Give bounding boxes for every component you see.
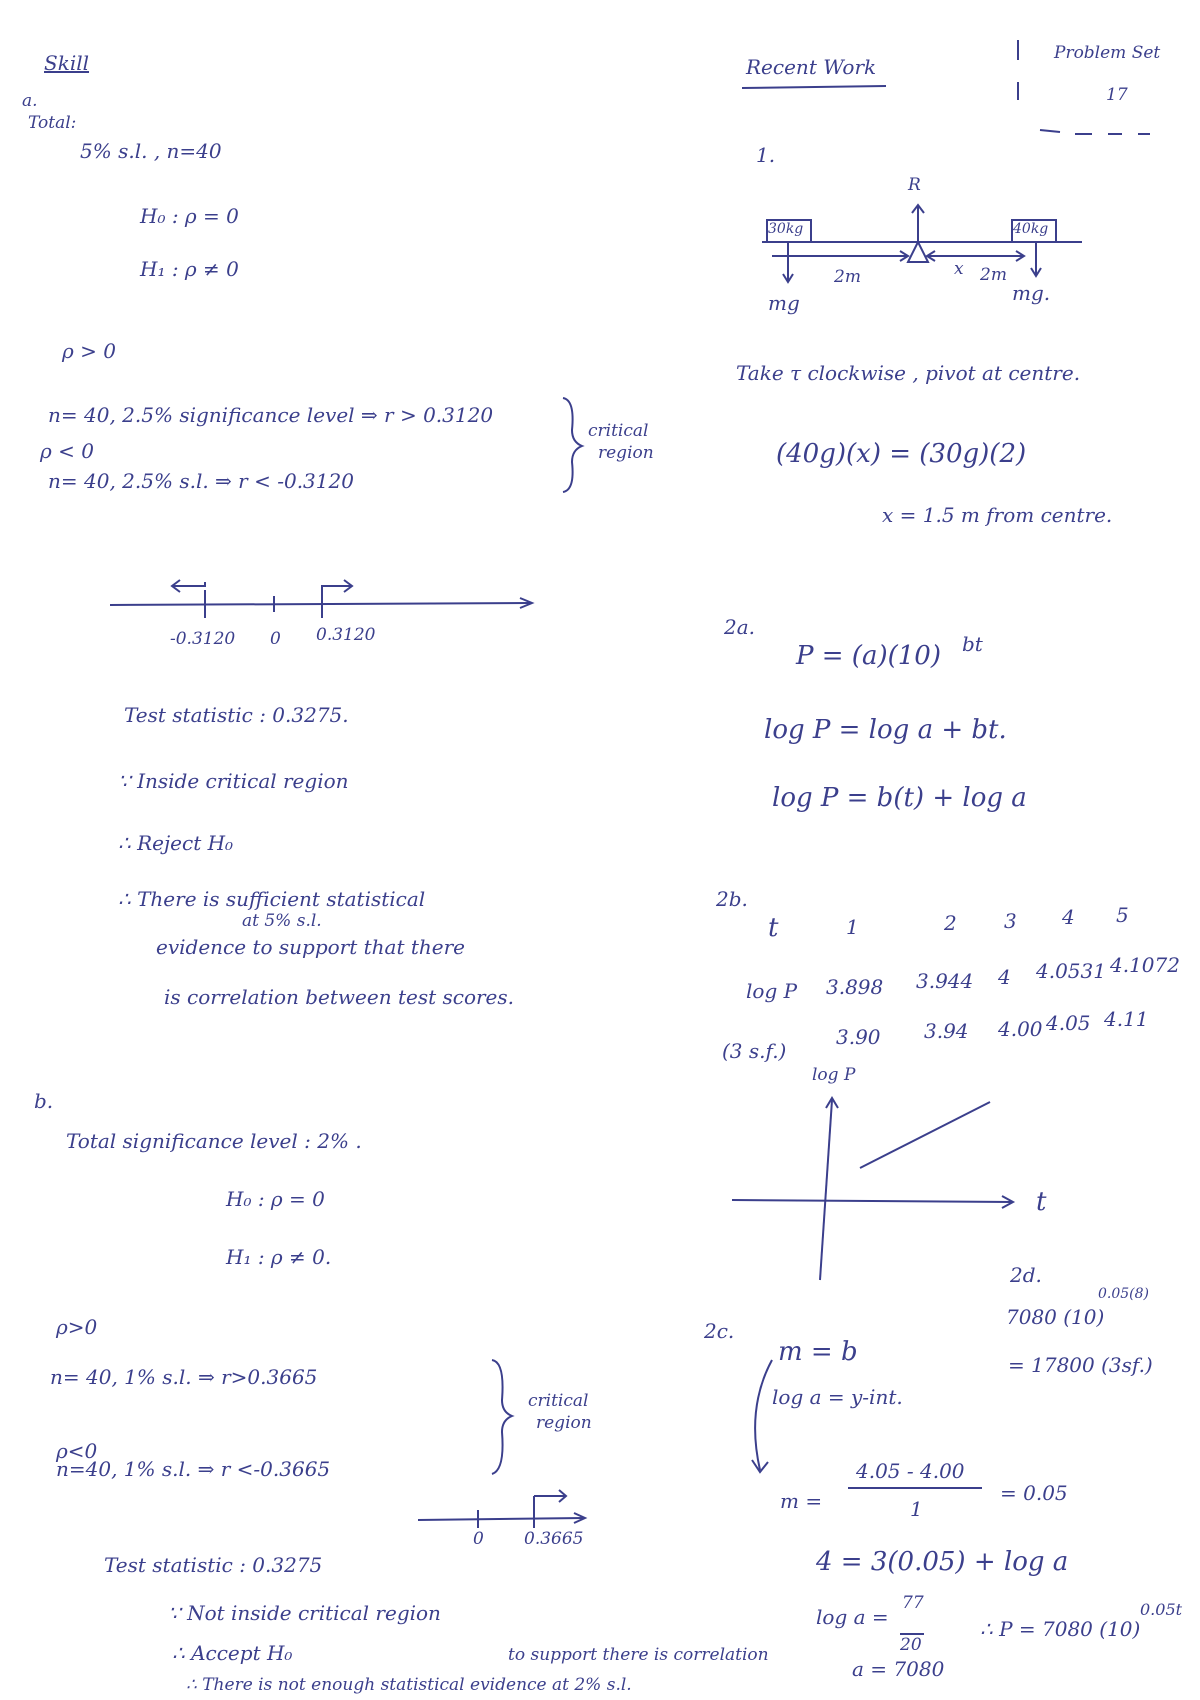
q1-mg-right: mg. bbox=[1012, 281, 1051, 305]
logp-t-graph bbox=[732, 1098, 1013, 1280]
q2c-a-value: a = 7080 bbox=[852, 1657, 945, 1681]
q2b-sf-value: 4.11 bbox=[1104, 1007, 1149, 1031]
q2b-sf-value: 4.05 bbox=[1046, 1011, 1091, 1035]
q2a-line-1: P = (a)(10) bbox=[796, 641, 941, 671]
part-b-final: ∴ There is not enough statistical evidence at 2% s.l. bbox=[186, 1675, 632, 1695]
part-a-n-negative: n= 40, 2.5% s.l. ⇒ r < -0.3120 bbox=[48, 469, 354, 493]
number-line-a-zero: 0 bbox=[270, 629, 281, 649]
q2c-eq4: 4 = 3(0.05) + log a bbox=[816, 1547, 1069, 1577]
part-a-conclusion-1: ∴ There is sufficient statistical bbox=[118, 887, 426, 911]
q2c-loga-numerator: 77 bbox=[902, 1593, 924, 1613]
graph-y-axis-label: log P bbox=[812, 1065, 856, 1085]
part-b-h1: H₁ : ρ ≠ 0. bbox=[226, 1245, 332, 1269]
part-b-because: ∵ Not inside critical region bbox=[168, 1601, 441, 1625]
part-a-params: 5% s.l. , n=40 bbox=[80, 139, 222, 163]
q2b-sf-value: 3.90 bbox=[836, 1025, 881, 1049]
part-b-support: to support there is correlation bbox=[508, 1645, 769, 1665]
part-b-label: b. bbox=[34, 1089, 54, 1113]
q2d-result: = 17800 (3sf.) bbox=[1008, 1353, 1153, 1377]
q2c-m-eq: m = b bbox=[778, 1337, 858, 1367]
q2b-t-header: t bbox=[768, 913, 779, 943]
part-a-therefore: ∴ Reject H₀ bbox=[118, 831, 234, 855]
part-b-n-positive: n= 40, 1% s.l. ⇒ r>0.3665 bbox=[50, 1365, 318, 1389]
q2d-exponent: 0.05(8) bbox=[1098, 1286, 1150, 1302]
part-a-conclusion-3: is correlation between test scores. bbox=[164, 985, 515, 1009]
q1-equation: (40g)(x) = (30g)(2) bbox=[776, 439, 1027, 469]
q2b-sf-value: 3.94 bbox=[924, 1019, 969, 1043]
q1-dist-left: 2m bbox=[834, 267, 861, 287]
q2b-t-value: 1 bbox=[846, 915, 859, 939]
part-a-h0: H₀ : ρ = 0 bbox=[140, 204, 239, 228]
part-b-rho-gt: ρ>0 bbox=[56, 1315, 98, 1339]
problem-set-label: Problem Set bbox=[1054, 43, 1161, 63]
part-a-total: Total: bbox=[28, 113, 77, 133]
q2c-m-result: = 0.05 bbox=[1000, 1481, 1068, 1505]
q2b-logp-value: 3.898 bbox=[826, 975, 884, 999]
part-a-rho-gt: ρ > 0 bbox=[62, 339, 116, 363]
q1-mg-left: mg bbox=[768, 291, 800, 315]
q1-box-right: 40kg bbox=[1013, 221, 1049, 237]
q2b-logp-value: 3.944 bbox=[916, 969, 974, 993]
skill-heading: Skill bbox=[44, 51, 90, 75]
part-b-n-negative: n=40, 1% s.l. ⇒ r <-0.3665 bbox=[56, 1457, 331, 1481]
part-b-h0: H₀ : ρ = 0 bbox=[226, 1187, 325, 1211]
number-line-b bbox=[418, 1490, 585, 1528]
number-line-b-pos: 0.3665 bbox=[524, 1529, 584, 1549]
part-a-h1: H₁ : ρ ≠ 0 bbox=[140, 257, 239, 281]
q2b-t-value: 5 bbox=[1116, 903, 1129, 927]
part-b-test-stat: Test statistic : 0.3275 bbox=[104, 1553, 323, 1577]
number-line-a bbox=[110, 580, 532, 618]
part-a-rho-lt: ρ < 0 bbox=[40, 439, 94, 463]
part-a-conclusion-insert: at 5% s.l. bbox=[242, 911, 322, 931]
problem-set-number: 17 bbox=[1106, 85, 1128, 105]
part-a-bracket-label-2: region bbox=[598, 443, 654, 463]
part-a-label: a. bbox=[22, 91, 38, 111]
q2c-m-label: m = bbox=[780, 1489, 823, 1513]
q2d-expr: 7080 (10) bbox=[1006, 1305, 1105, 1329]
q2c-m-denominator: 1 bbox=[910, 1497, 923, 1521]
q2b-logp-value: 4.1072 bbox=[1110, 953, 1180, 977]
q2b-label: 2b. bbox=[716, 887, 748, 911]
q1-dist-right: 2m bbox=[980, 265, 1007, 285]
q2b-sf-header: (3 s.f.) bbox=[722, 1039, 787, 1063]
q2d-label: 2d. bbox=[1010, 1263, 1042, 1287]
q1-label: 1. bbox=[756, 143, 776, 167]
q2c-p-final: ∴ P = 7080 (10) bbox=[980, 1617, 1141, 1641]
graph-x-axis-label: t bbox=[1036, 1187, 1047, 1217]
number-line-b-zero: 0 bbox=[473, 1529, 484, 1549]
q1-result: x = 1.5 m from centre. bbox=[882, 503, 1113, 527]
q2b-logp-value: 4.0531 bbox=[1036, 959, 1106, 983]
q1-x: x bbox=[954, 259, 964, 279]
q2c-log-a: log a = y-int. bbox=[772, 1385, 903, 1409]
q2c-loga-denominator: 20 bbox=[900, 1635, 922, 1655]
q2b-t-value: 3 bbox=[1004, 909, 1017, 933]
q2b-logp-value: 4 bbox=[998, 965, 1011, 989]
q2b-t-value: 4 bbox=[1062, 905, 1075, 929]
beam-diagram bbox=[762, 205, 1082, 282]
q2b-sf-value: 4.00 bbox=[998, 1017, 1043, 1041]
q2a-label: 2a. bbox=[724, 615, 756, 639]
number-line-a-pos: 0.3120 bbox=[316, 625, 376, 645]
part-b-total: Total significance level : 2% . bbox=[66, 1129, 362, 1153]
part-b-bracket-label-2: region bbox=[536, 1413, 592, 1433]
q1-box-left: 30kg bbox=[768, 221, 804, 237]
part-a-conclusion-2: evidence to support that there bbox=[156, 935, 466, 959]
q1-reaction: R bbox=[908, 175, 921, 195]
q2b-t-value: 2 bbox=[944, 911, 957, 935]
part-a-bracket-label-1: critical bbox=[588, 421, 649, 441]
q2a-line-2: log P = log a + bt. bbox=[764, 715, 1007, 745]
part-b-therefore: ∴ Accept H₀ bbox=[172, 1641, 293, 1665]
part-a-because: ∵ Inside critical region bbox=[118, 769, 349, 793]
q2a-line-3: log P = b(t) + log a bbox=[772, 783, 1027, 813]
q2c-label: 2c. bbox=[704, 1319, 735, 1343]
part-b-bracket-label-1: critical bbox=[528, 1391, 589, 1411]
q2a-exponent: bt bbox=[962, 632, 983, 656]
q1-take: Take τ clockwise , pivot at centre. bbox=[736, 361, 1081, 385]
part-a-test-stat: Test statistic : 0.3275. bbox=[124, 703, 349, 727]
part-b-rho-lt: ρ<0 bbox=[56, 1439, 98, 1463]
recent-work-heading: Recent Work bbox=[746, 55, 877, 79]
q2c-m-numerator: 4.05 - 4.00 bbox=[856, 1459, 965, 1483]
q2c-p-final-exponent: 0.05t bbox=[1140, 1600, 1183, 1619]
part-a-n-positive: n= 40, 2.5% significance level ⇒ r > 0.3120 bbox=[48, 403, 494, 427]
q2b-logp-header: log P bbox=[746, 979, 798, 1003]
number-line-a-neg: -0.3120 bbox=[170, 629, 236, 649]
q2c-loga-label: log a = bbox=[816, 1605, 889, 1629]
